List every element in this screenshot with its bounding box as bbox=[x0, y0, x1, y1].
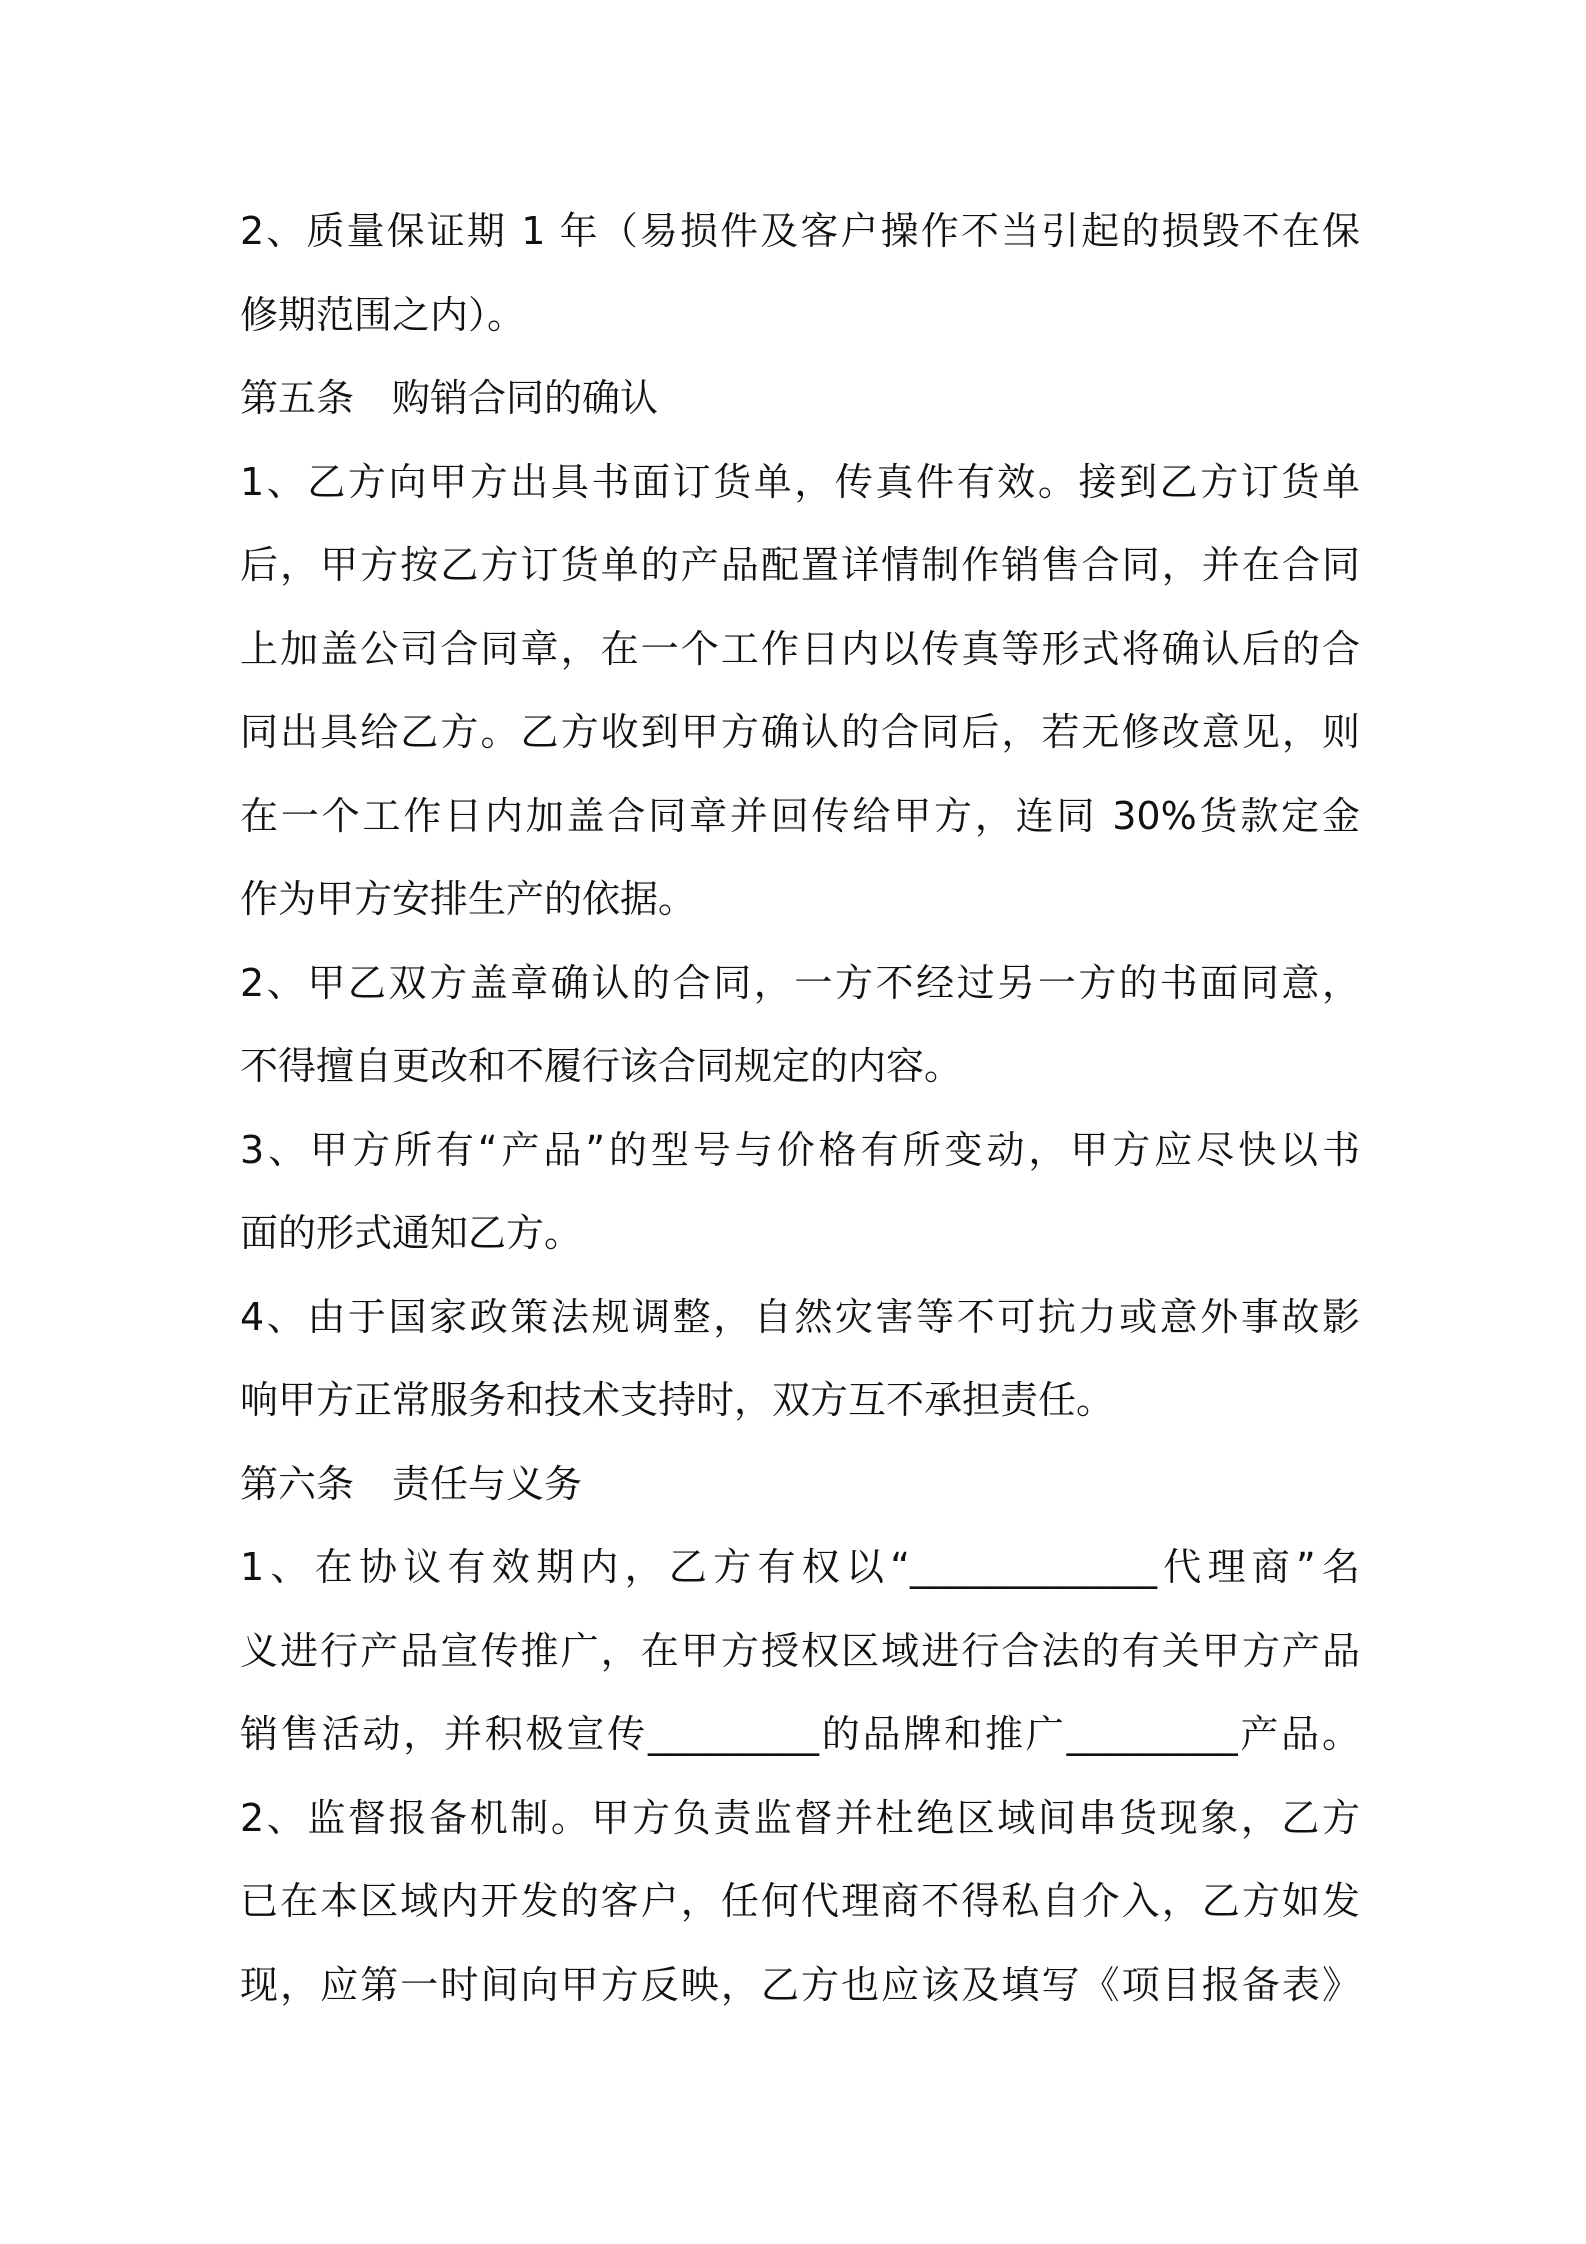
paragraph-line: 2、监督报备机制。甲方负责监督并杜绝区域间串货现象，乙方 bbox=[240, 1795, 1360, 1840]
paragraph-line: 响甲方正常服务和技术支持时，双方互不承担责任。 bbox=[240, 1378, 1115, 1422]
paragraph-line: 3、甲方所有“产品”的型号与价格有所变动，甲方应尽快以书 bbox=[240, 1127, 1360, 1172]
paragraph-line: 4、由于国家政策法规调整，自然灾害等不可抗力或意外事故影 bbox=[240, 1294, 1360, 1339]
paragraph-line: 不得擅自更改和不履行该合同规定的内容。 bbox=[240, 1044, 963, 1088]
paragraph-line: 后，甲方按乙方订货单的产品配置详情制作销售合同，并在合同 bbox=[240, 543, 1360, 587]
paragraph-line: 销售活动，并积极宣传_________的品牌和推广_________产品。 bbox=[240, 1712, 1360, 1756]
section-heading: 第六条 责任与义务 bbox=[240, 1461, 583, 1506]
paragraph-line: 修期范围之内）。 bbox=[240, 292, 526, 337]
section-heading: 第五条 购销合同的确认 bbox=[240, 376, 659, 420]
paragraph-line: 在一个工作日内加盖合同章并回传给甲方，连同 30%货款定金 bbox=[240, 793, 1360, 838]
paragraph-line: 义进行产品宣传推广，在甲方授权区域进行合法的有关甲方产品 bbox=[240, 1628, 1360, 1673]
paragraph-line: 作为甲方安排生产的依据。 bbox=[240, 877, 697, 921]
paragraph-line: 1、乙方向甲方出具书面订货单，传真件有效。接到乙方订货单 bbox=[240, 459, 1360, 504]
paragraph-line: 上加盖公司合同章，在一个工作日内以传真等形式将确认后的合 bbox=[240, 626, 1360, 671]
paragraph-line: 已在本区域内开发的客户，任何代理商不得私自介入，乙方如发 bbox=[240, 1879, 1360, 1923]
paragraph-line: 现，应第一时间向甲方反映，乙方也应该及填写《项目报备表》 bbox=[240, 1962, 1360, 2007]
paragraph-line: 2、甲乙双方盖章确认的合同，一方不经过另一方的书面同意， bbox=[240, 960, 1360, 1005]
document-body bbox=[240, 190, 1360, 2027]
paragraph-line: 同出具给乙方。乙方收到甲方确认的合同后，若无修改意见，则 bbox=[240, 710, 1360, 754]
paragraph-line: 2、质量保证期 1 年（易损件及客户操作不当引起的损毁不在保 bbox=[240, 209, 1360, 253]
paragraph-line: 1、在协议有效期内，乙方有权以“_____________代理商”名 bbox=[240, 1545, 1360, 1589]
paragraph-line: 面的形式通知乙方。 bbox=[240, 1211, 583, 1255]
